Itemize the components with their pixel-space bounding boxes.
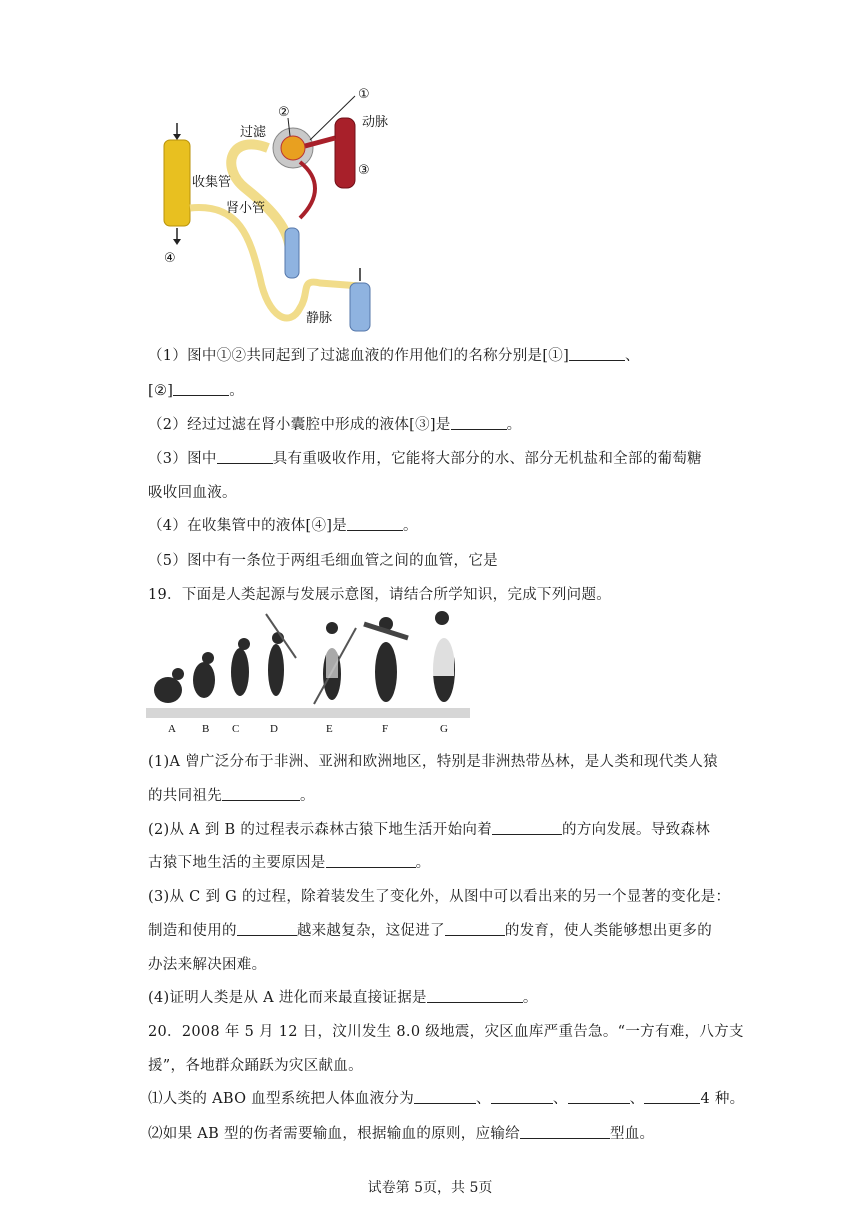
q19-p3b: 制造和使用的 越来越复杂，这促进了 的发育，使人类能够想出更多的: [148, 923, 713, 939]
answer-blank[interactable]: [644, 1089, 700, 1104]
q18-line-2: （2）经过过滤在肾小囊腔中形成的液体[③]是 。: [148, 417, 522, 433]
glomerulus: [281, 136, 305, 160]
answer-blank[interactable]: [237, 921, 297, 936]
q19-p1b: 的共同祖先 。: [148, 788, 315, 804]
label-g: G: [440, 723, 448, 735]
answer-blank[interactable]: [451, 415, 507, 430]
page-footer: 试卷第 5页，共 5页: [367, 1180, 493, 1196]
label-collecting-duct: 收集管: [192, 175, 232, 190]
answer-blank[interactable]: [222, 786, 300, 801]
q20-title-2: 援”，各地群众踊跃为灾区献血。: [148, 1058, 363, 1074]
q19-p2: (2)从 A 到 B 的过程表示森林古猿下地生活开始向着 的方向发展。导致森林: [148, 822, 711, 838]
label-num-4: ④: [164, 251, 176, 266]
q18-line-1b: [②] 。: [148, 383, 245, 399]
label-b: B: [202, 723, 210, 735]
artery-vessel: [335, 118, 355, 188]
q19-p4: (4)证明人类是从 A 进化而来最直接证据是 。: [148, 990, 538, 1006]
label-vein: 静脉: [306, 311, 333, 326]
q19-p1: (1)A 曾广泛分布于非洲、亚洲和欧洲地区，特别是非洲热带丛林，是人类和现代类人猿: [148, 754, 718, 770]
q20-title-1: 20．2008 年 5 月 12 日，汶川发生 8.0 级地震，灾区血库严重告急。“一方有难，八方支: [148, 1024, 744, 1040]
answer-blank[interactable]: [520, 1124, 610, 1139]
label-num-1: ①: [358, 87, 370, 102]
q18-line-4: （4）在收集管中的液体[④]是 。: [148, 518, 418, 534]
label-d: D: [270, 723, 278, 735]
label-e: E: [326, 723, 333, 735]
answer-blank[interactable]: [217, 449, 273, 464]
answer-blank[interactable]: [445, 921, 505, 936]
nephron-diagram: [150, 78, 410, 338]
label-artery: 动脉: [362, 115, 389, 130]
label-c: C: [232, 723, 240, 735]
collecting-duct-tube: [164, 140, 190, 226]
answer-blank[interactable]: [491, 1089, 553, 1104]
q19-p3: (3)从 C 到 G 的过程，除着装发生了变化外，从图中可以看出来的另一个显著的变化是：: [148, 889, 731, 905]
q18-line-1: （1）图中①②共同起到了过滤血液的作用他们的名称分别是[①] 、: [148, 348, 640, 364]
answer-blank[interactable]: [427, 988, 523, 1003]
q18-line-5: （5）图中有一条位于两组毛细血管之间的血管，它是: [148, 553, 498, 569]
label-f: F: [382, 723, 389, 735]
q18-line-3b: 吸收回血液。: [148, 485, 237, 501]
human-evolution-diagram: [146, 608, 470, 738]
q20-p2: ⑵如果 AB 型的伤者需要输血，根据输血的原则，应输给 型血。: [148, 1126, 655, 1142]
q19-title: 19．下面是人类起源与发展示意图，请结合所学知识，完成下列问题。: [148, 587, 612, 603]
label-filter: 过滤: [240, 125, 267, 140]
answer-blank[interactable]: [347, 516, 403, 531]
label-num-3: ③: [358, 163, 370, 178]
q19-p2b: 古猿下地生活的主要原因是 。: [148, 855, 431, 871]
label-renal-tubule: 肾小管: [226, 201, 266, 216]
label-a: A: [168, 723, 176, 735]
answer-blank[interactable]: [326, 853, 416, 868]
answer-blank[interactable]: [414, 1089, 476, 1104]
q19-p3c: 办法来解决困难。: [148, 957, 267, 973]
answer-blank[interactable]: [568, 1089, 630, 1104]
q18-line-3: （3）图中 具有重吸收作用，它能将大部分的水、部分无机盐和全部的葡萄糖: [148, 451, 702, 467]
answer-blank[interactable]: [492, 820, 562, 835]
vein-vessel: [350, 283, 370, 331]
answer-blank[interactable]: [173, 381, 229, 396]
q20-p1: ⑴人类的 ABO 血型系统把人体血液分为 、 、 、 4 种。: [148, 1091, 745, 1107]
answer-blank[interactable]: [569, 346, 625, 361]
label-num-2: ②: [278, 105, 290, 120]
figure-letter-labels: [168, 723, 448, 735]
